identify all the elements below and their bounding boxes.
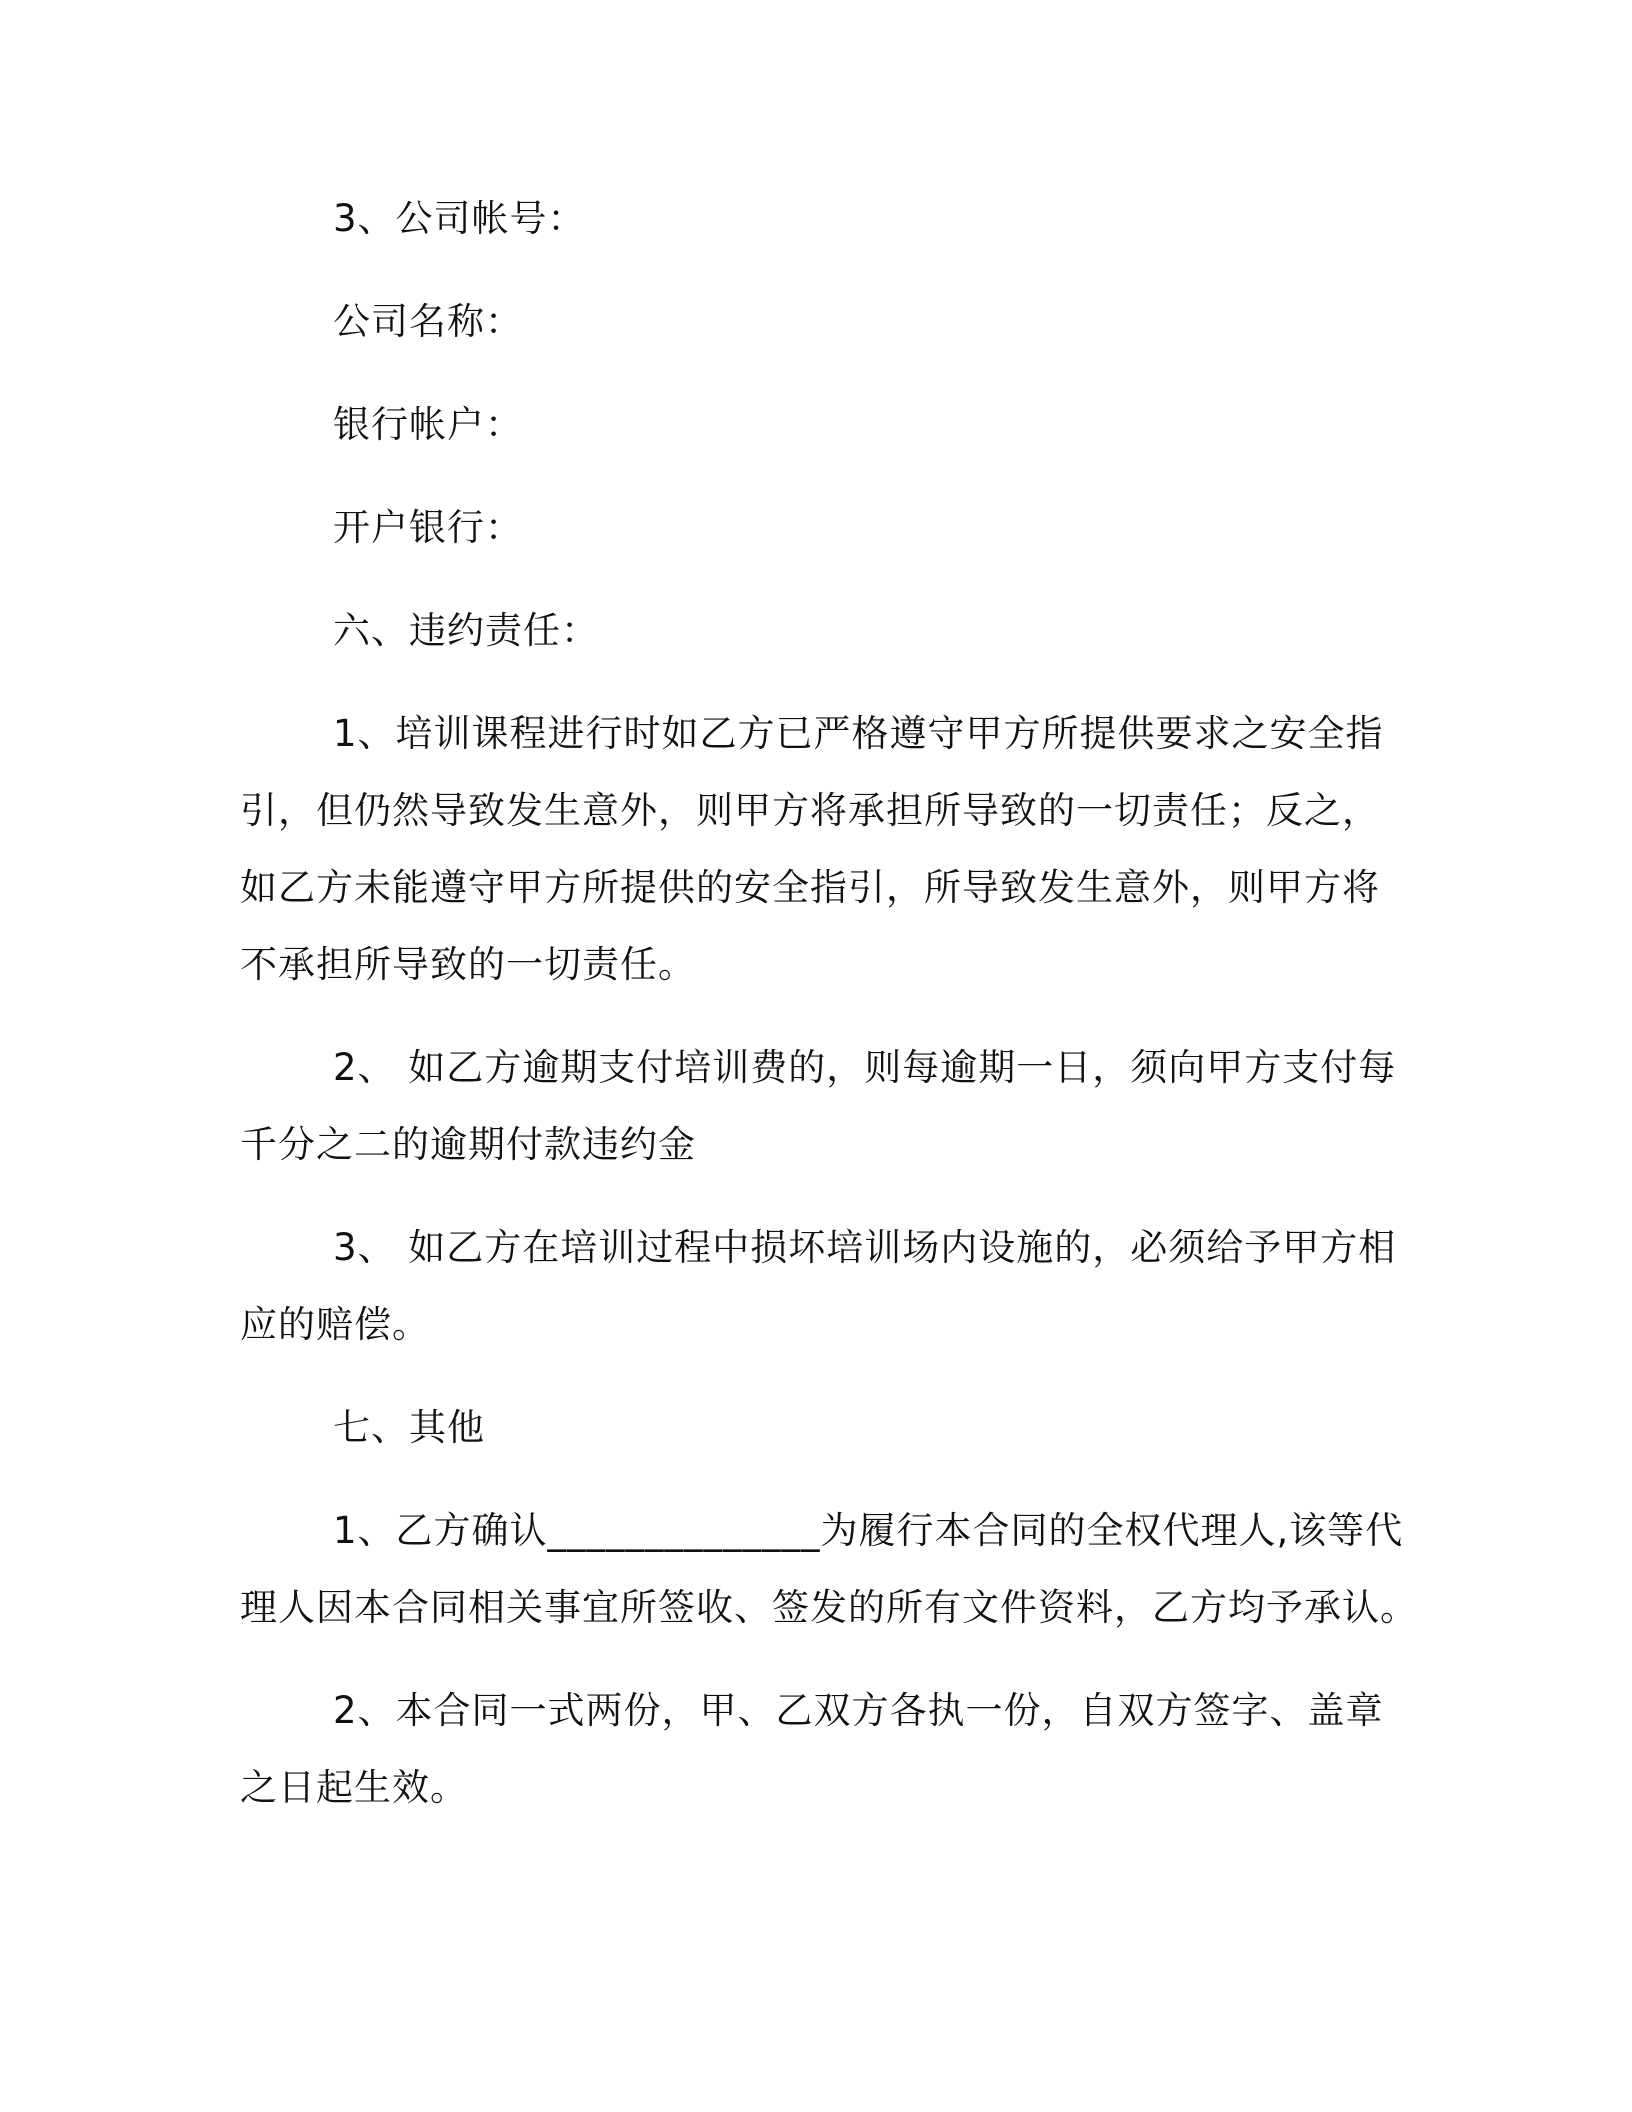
opening-bank-line: 开户银行：: [333, 506, 523, 549]
clause-7-1-line-2: 理人因本合同相关事宜所签收、签发的所有文件资料，乙方均予承认。: [240, 1586, 1418, 1629]
clause-6-1-line-4: 不承担所导致的一切责任。: [240, 943, 696, 986]
clause-6-3-line-1: 3、 如乙方在培训过程中损坏培训场内设施的，必须给予甲方相: [333, 1226, 1397, 1269]
clause-6-2-line-1: 2、 如乙方逾期支付培训费的，则每逾期一日，须向甲方支付每: [333, 1046, 1397, 1089]
section-7-heading: 七、其他: [333, 1406, 485, 1449]
clause-6-1-line-2: 引，但仍然导致发生意外，则甲方将承担所导致的一切责任；反之，: [240, 789, 1380, 832]
bank-account-line: 银行帐户：: [333, 403, 523, 446]
clause-7-2-line-1: 2、本合同一式两份，甲、乙双方各执一份，自双方签字、盖章: [333, 1689, 1384, 1732]
clause-6-1-line-3: 如乙方未能遵守甲方所提供的安全指引，所导致发生意外，则甲方将: [240, 866, 1380, 909]
clause-6-3-line-2: 应的赔偿。: [240, 1303, 430, 1346]
section-6-heading: 六、违约责任：: [333, 609, 599, 652]
clause-6-1-line-1: 1、培训课程进行时如乙方已严格遵守甲方所提供要求之安全指: [333, 712, 1384, 755]
company-account-line: 3、公司帐号：: [333, 197, 586, 240]
company-name-line: 公司名称：: [333, 300, 523, 343]
clause-7-1-line-1: 1、乙方确认______________为履行本合同的全权代理人,该等代: [333, 1509, 1404, 1552]
clause-6-2-line-2: 千分之二的逾期付款违约金: [240, 1123, 696, 1166]
clause-7-2-line-2: 之日起生效。: [240, 1766, 468, 1809]
